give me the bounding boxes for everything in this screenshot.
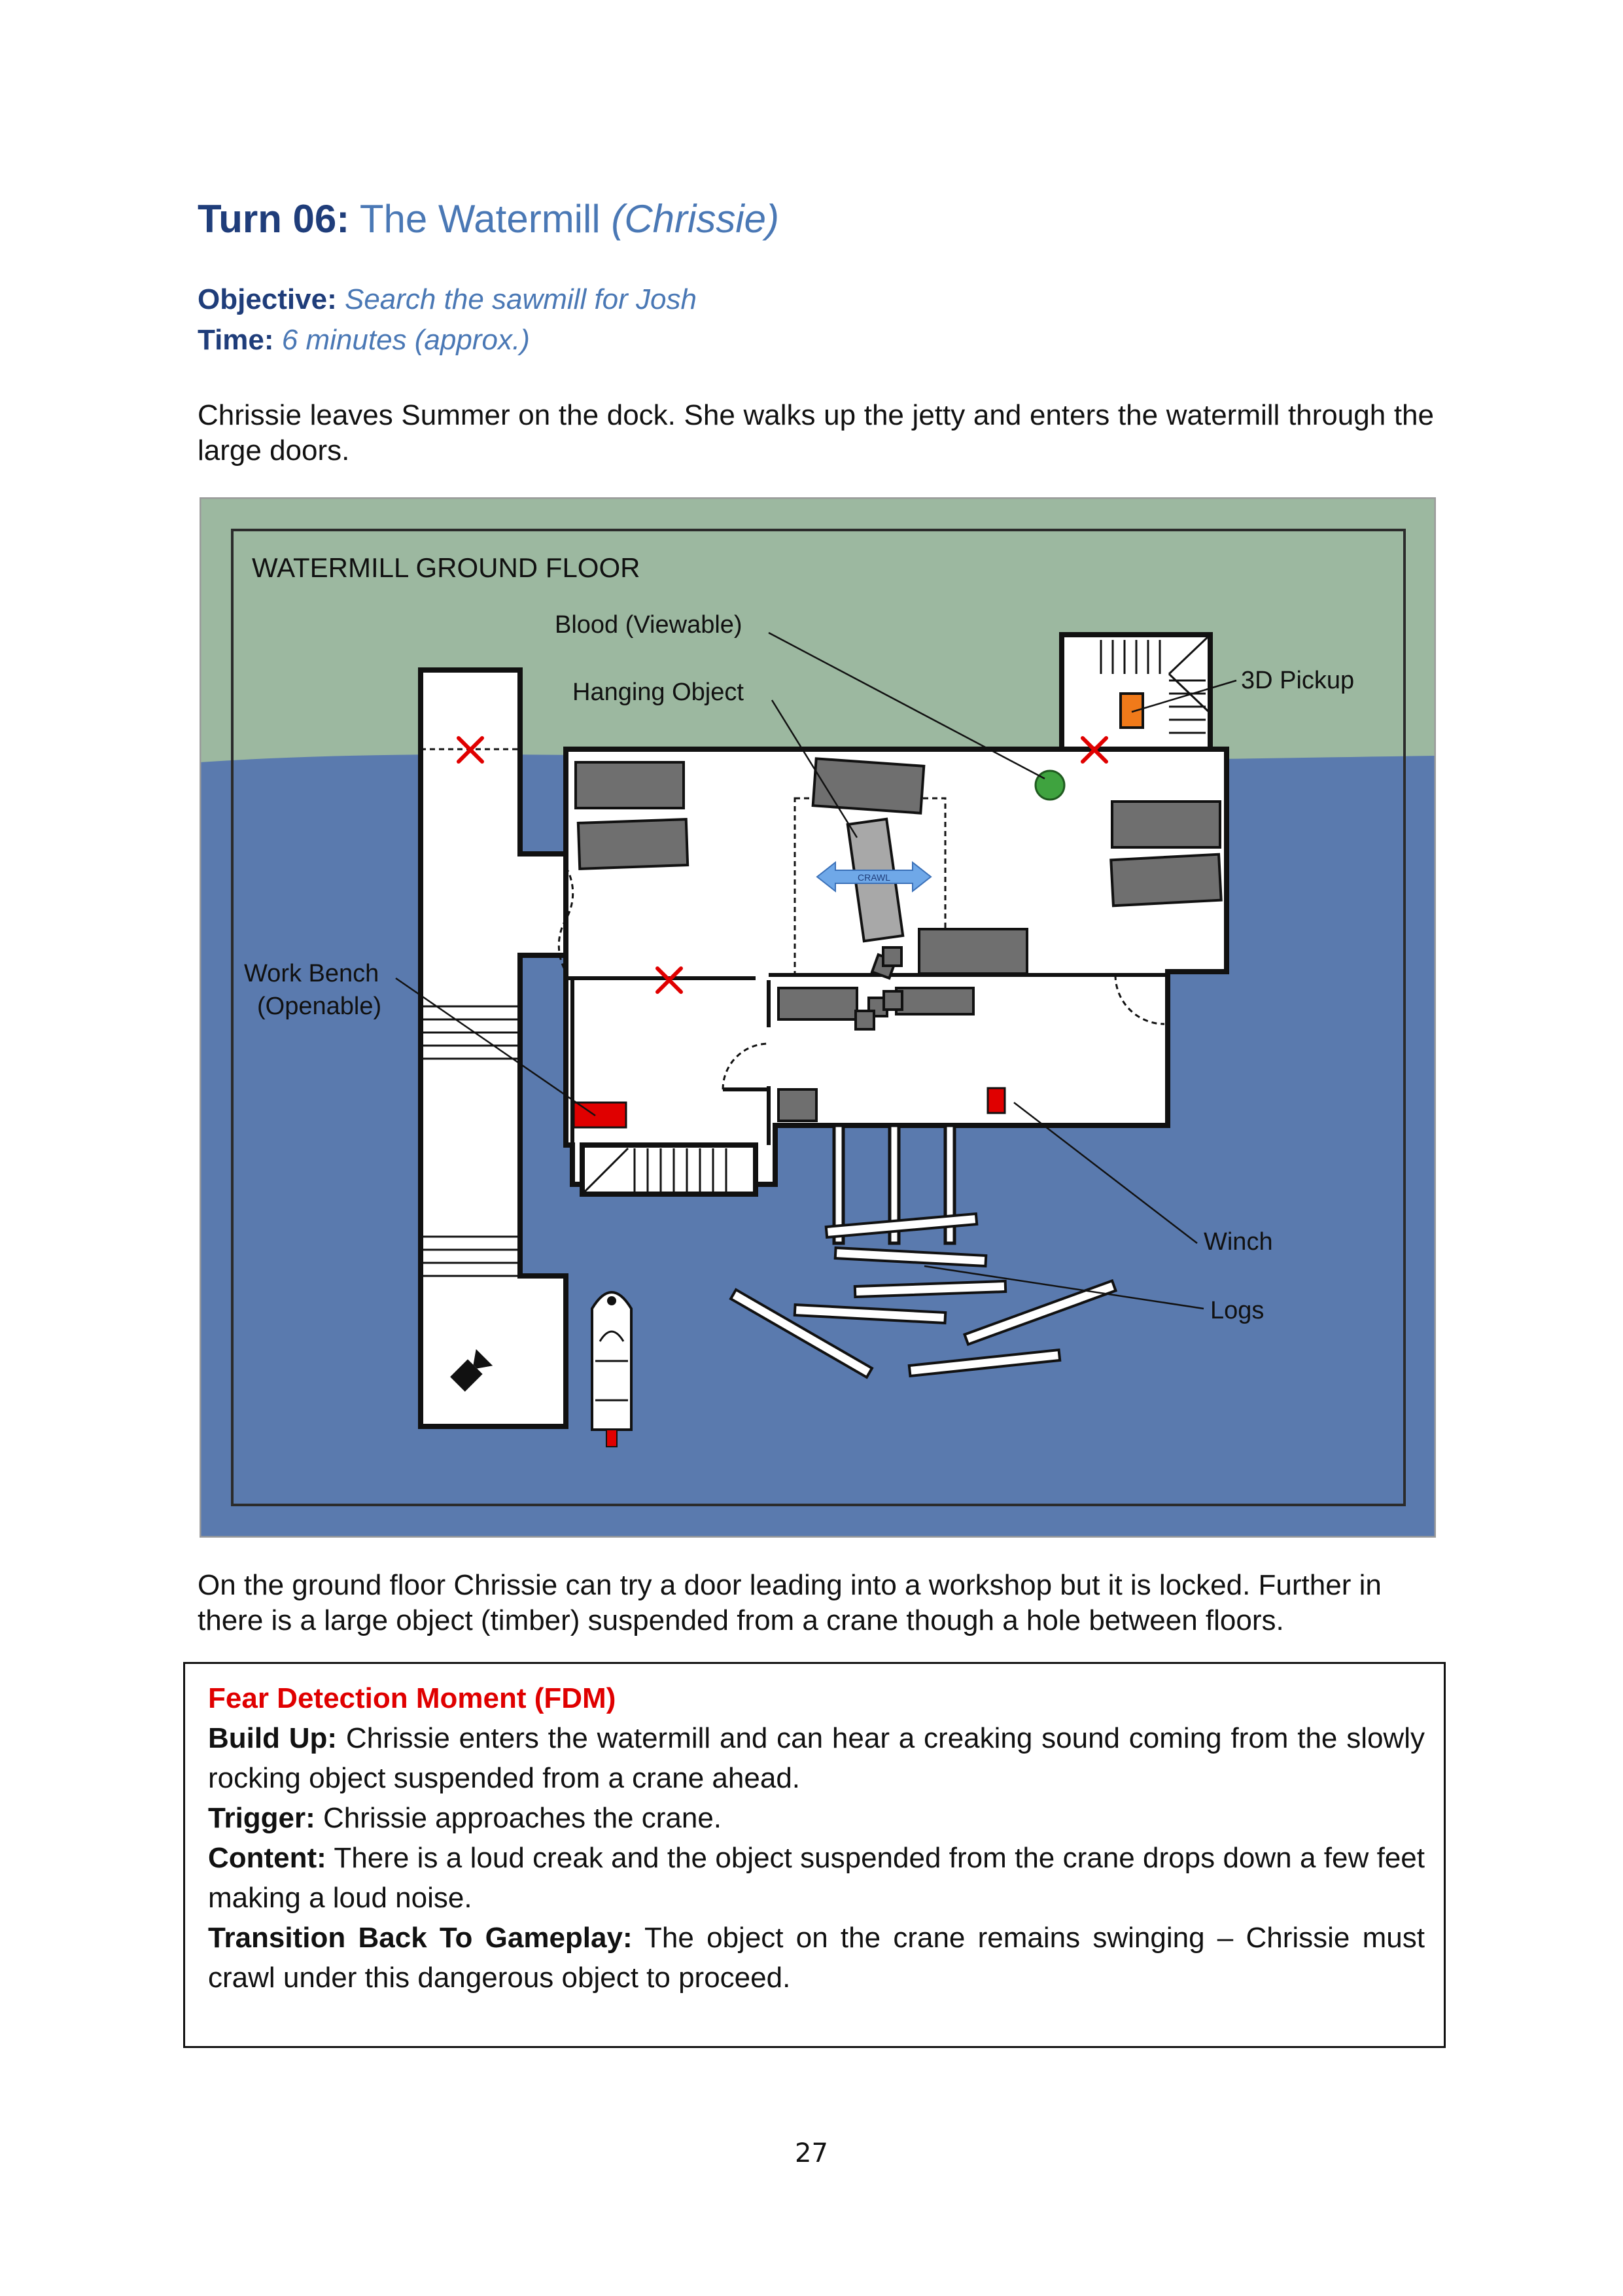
winch-marker bbox=[988, 1088, 1005, 1113]
boat bbox=[592, 1292, 631, 1447]
pickup-marker bbox=[1121, 694, 1143, 728]
small-crate bbox=[856, 1011, 874, 1029]
crate bbox=[919, 929, 1027, 974]
turn-character: (Chrissie) bbox=[611, 197, 780, 241]
crate bbox=[778, 1089, 816, 1121]
objective-label: Objective: bbox=[198, 283, 337, 315]
hanging-object-label: Hanging Object bbox=[572, 679, 744, 706]
fdm-title: Fear Detection Moment (FDM) bbox=[208, 1682, 616, 1714]
crate bbox=[578, 819, 688, 869]
small-crate bbox=[884, 991, 902, 1010]
crate bbox=[813, 758, 924, 813]
fdm-transition-text: The object on the crane remains swinging – Chrissie must crawl under this dangerous object to proceed. bbox=[208, 1922, 1425, 1994]
crawl-label: CRAWL bbox=[857, 872, 891, 883]
crate bbox=[778, 988, 857, 1019]
fdm-trigger-text: Chrissie approaches the crane. bbox=[315, 1802, 722, 1834]
crate bbox=[576, 762, 684, 808]
turn-label: Turn 06: bbox=[198, 197, 350, 241]
winch-label: Winch bbox=[1204, 1228, 1273, 1256]
small-crate bbox=[883, 947, 901, 966]
crate bbox=[896, 988, 973, 1014]
watermill-map bbox=[200, 497, 1436, 1538]
page-title bbox=[198, 196, 779, 242]
fdm-box bbox=[183, 1662, 1446, 2048]
workbench-label: Work Bench bbox=[244, 960, 379, 987]
fdm-content bbox=[208, 1838, 1425, 1918]
fdm-buildup bbox=[208, 1718, 1425, 1798]
blood-marker bbox=[1036, 771, 1064, 800]
intro-paragraph: Chrissie leaves Summer on the dock. She walks up the jetty and enters the watermill through the large doors. bbox=[198, 399, 1434, 467]
crate bbox=[1111, 855, 1221, 906]
map-title: WATERMILL GROUND FLOOR bbox=[252, 552, 640, 583]
page-number: 27 bbox=[795, 2138, 828, 2168]
turn-title: The Watermill bbox=[359, 197, 601, 241]
crate bbox=[1112, 802, 1220, 847]
fdm-trigger bbox=[208, 1798, 1425, 1838]
blood-label: Blood (Viewable) bbox=[555, 611, 742, 639]
workbench-label-2: (Openable) bbox=[257, 993, 382, 1020]
fdm-content-label: Content: bbox=[208, 1842, 326, 1874]
logs-label: Logs bbox=[1210, 1297, 1265, 1324]
fdm-content-text: There is a loud creak and the object suspended from the crane drops down a few feet making a loud noise. bbox=[208, 1842, 1425, 1914]
time-label: Time: bbox=[198, 324, 274, 356]
fdm-buildup-label: Build Up: bbox=[208, 1722, 338, 1754]
pickup-label: 3D Pickup bbox=[1241, 667, 1355, 694]
fdm-transition bbox=[208, 1918, 1425, 1998]
objective-value: Search the sawmill for Josh bbox=[344, 283, 697, 315]
time-value: 6 minutes (approx.) bbox=[281, 324, 530, 356]
fdm-transition-label: Transition Back To Gameplay: bbox=[208, 1922, 633, 1954]
objective-line bbox=[198, 283, 697, 317]
body-paragraph: On the ground floor Chrissie can try a door leading into a workshop but it is locked. Further in there is a large object (timber) suspended from a crane though a hole between floors. bbox=[198, 1569, 1382, 1636]
fdm-buildup-text: Chrissie enters the watermill and can hear a creaking sound coming from the slowly rocking object suspended from a crane ahead. bbox=[208, 1722, 1425, 1794]
time-line bbox=[198, 323, 530, 357]
fdm-trigger-label: Trigger: bbox=[208, 1802, 315, 1834]
lower-stairs-block bbox=[582, 1145, 756, 1194]
